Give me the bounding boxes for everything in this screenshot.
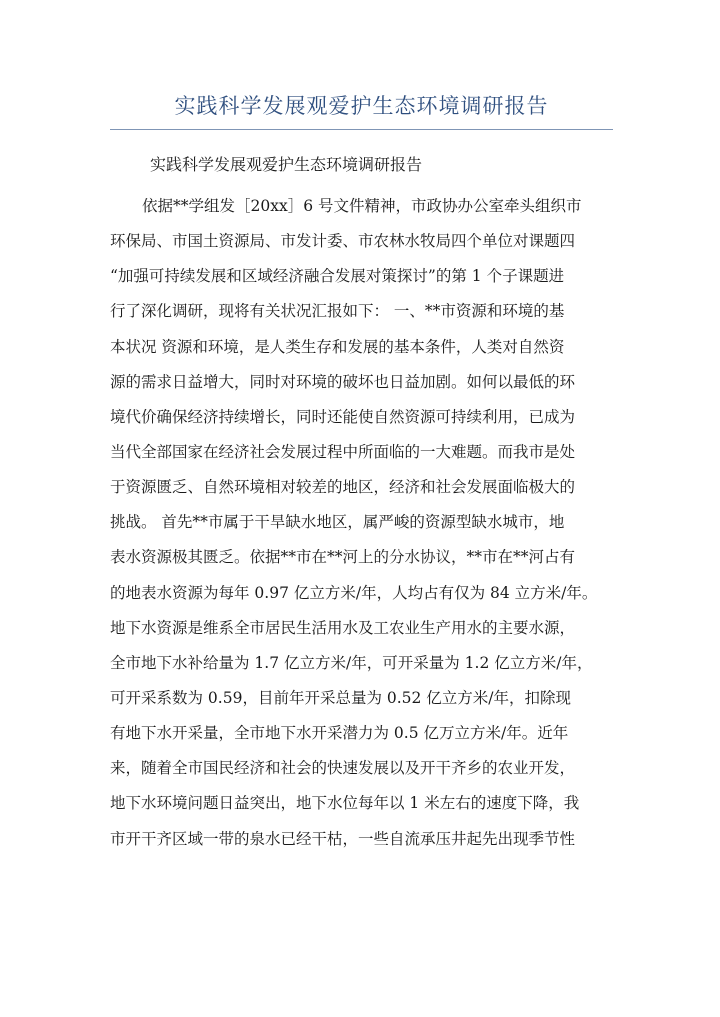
body-line: 可开采系数为 0.59，目前年开采总量为 0.52 亿立方米/年，扣除现 xyxy=(110,688,572,707)
title-divider xyxy=(110,129,613,130)
body-line: 有地下水开采量，全市地下水开采潜力为 0.5 亿万立方米/年。近年 xyxy=(110,724,569,743)
body-paragraph xyxy=(110,189,616,857)
body-line: 环保局、市国土资源局、市发计委、市农林水牧局四个单位对课题四 xyxy=(110,232,576,251)
body-line: 地下水环境问题日益突出，地下水位每年以 1 米左右的速度下降，我 xyxy=(110,794,580,813)
body-line: 挑战。 首先**市属于干旱缺水地区，属严峻的资源型缺水城市，地 xyxy=(110,513,565,532)
body-line: 当代全部国家在经济社会发展过程中所面临的一大难题。而我市是处 xyxy=(110,442,576,461)
body-line: 的地表水资源为每年 0.97 亿立方米/年，人均占有仅为 84 立方米/年。 xyxy=(110,583,598,602)
document-subtitle: 实践科学发展观爱护生态环境调研报告 xyxy=(150,155,423,174)
body-line: 行了深化调研，现将有关状况汇报如下： 一、**市资源和环境的基 xyxy=(110,302,565,321)
body-line: 市开干齐区域一带的泉水已经干枯，一些自流承压井起先出现季节性 xyxy=(110,829,576,848)
document-title: 实践科学发展观爱护生态环境调研报告 xyxy=(174,94,549,118)
body-line: 地下水资源是维系全市居民生活用水及工农业生产用水的主要水源， xyxy=(110,618,576,637)
body-line: 本状况 资源和环境，是人类生存和发展的基本条件，人类对自然资 xyxy=(110,337,565,356)
body-line: 境代价确保经济持续增长，同时还能使自然资源可持续利用，已成为 xyxy=(110,407,576,426)
body-line: 来，随着全市国民经济和社会的快速发展以及开干齐乡的农业开发， xyxy=(110,759,576,778)
body-line: “加强可持续发展和区域经济融合发展对策探讨”的第 1 个子课题进 xyxy=(110,267,565,286)
body-line: 于资源匮乏、自然环境相对较差的地区，经济和社会发展面临极大的 xyxy=(110,478,576,497)
body-line: 依据**学组发［20xx］6 号文件精神，市政协办公室牵头组织市 xyxy=(142,197,582,215)
body-line: 表水资源极其匮乏。依据**市在**河上的分水协议，**市在**河占有 xyxy=(110,548,576,567)
body-line: 源的需求日益增大，同时对环境的破坏也日益加剧。如何以最低的环 xyxy=(110,372,576,391)
body-line: 全市地下水补给量为 1.7 亿立方米/年，可开采量为 1.2 亿立方米/年， xyxy=(110,653,593,672)
